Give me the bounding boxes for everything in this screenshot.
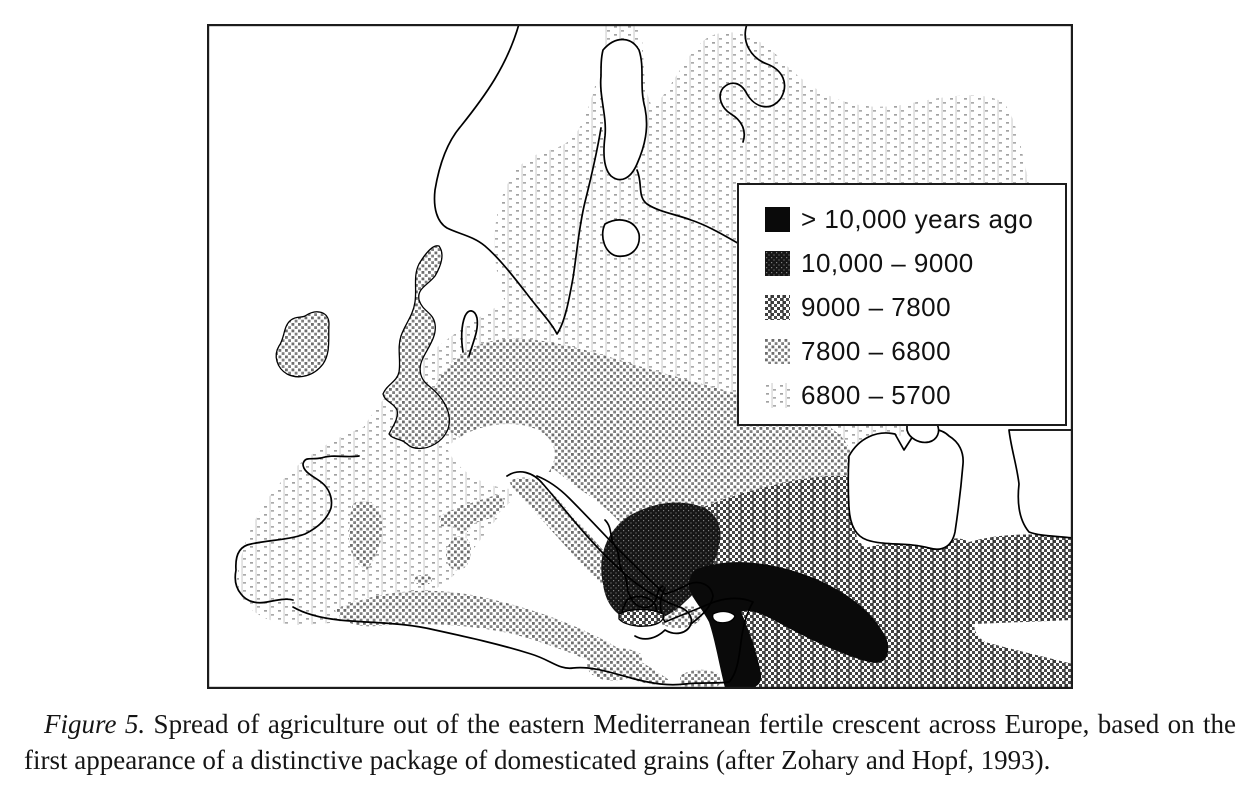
figure-label: Figure 5. xyxy=(44,709,146,739)
legend-item xyxy=(765,329,1065,373)
legend-item-label: > 10,000 years ago xyxy=(801,203,1034,234)
map-legend xyxy=(737,183,1067,426)
legend-swatch-6800-5700-icon xyxy=(765,383,790,408)
legend-item xyxy=(765,285,1065,329)
legend-item-label: 10,000 – 9000 xyxy=(801,247,974,278)
gulf-of-bothnia xyxy=(601,40,647,180)
legend-swatch-gt-10000-icon xyxy=(765,207,790,232)
legend-item-label: 6800 – 5700 xyxy=(801,379,952,410)
legend-item-label: 9000 – 7800 xyxy=(801,291,952,322)
figure-caption xyxy=(24,706,1236,778)
balearic-island xyxy=(414,575,432,585)
legend-swatch-10000-9000-icon xyxy=(765,251,790,276)
legend-item xyxy=(765,197,1065,241)
crete xyxy=(619,610,663,627)
lake-ladoga xyxy=(603,220,640,256)
legend-swatch-7800-6800-icon xyxy=(765,339,790,364)
legend-item xyxy=(765,241,1065,285)
legend-item xyxy=(765,373,1065,417)
figure-caption-text: Spread of agriculture out of the eastern Mediterranean fertile crescent across Europe, based on the first appearance of a distinctive package of domesticated grains (after Zohary and Hopf, 1993). xyxy=(24,709,1236,775)
legend-swatch-9000-7800-icon xyxy=(765,295,790,320)
black-sea xyxy=(848,429,963,549)
legend-item-label: 7800 – 6800 xyxy=(801,335,952,366)
cyprus xyxy=(713,612,735,623)
